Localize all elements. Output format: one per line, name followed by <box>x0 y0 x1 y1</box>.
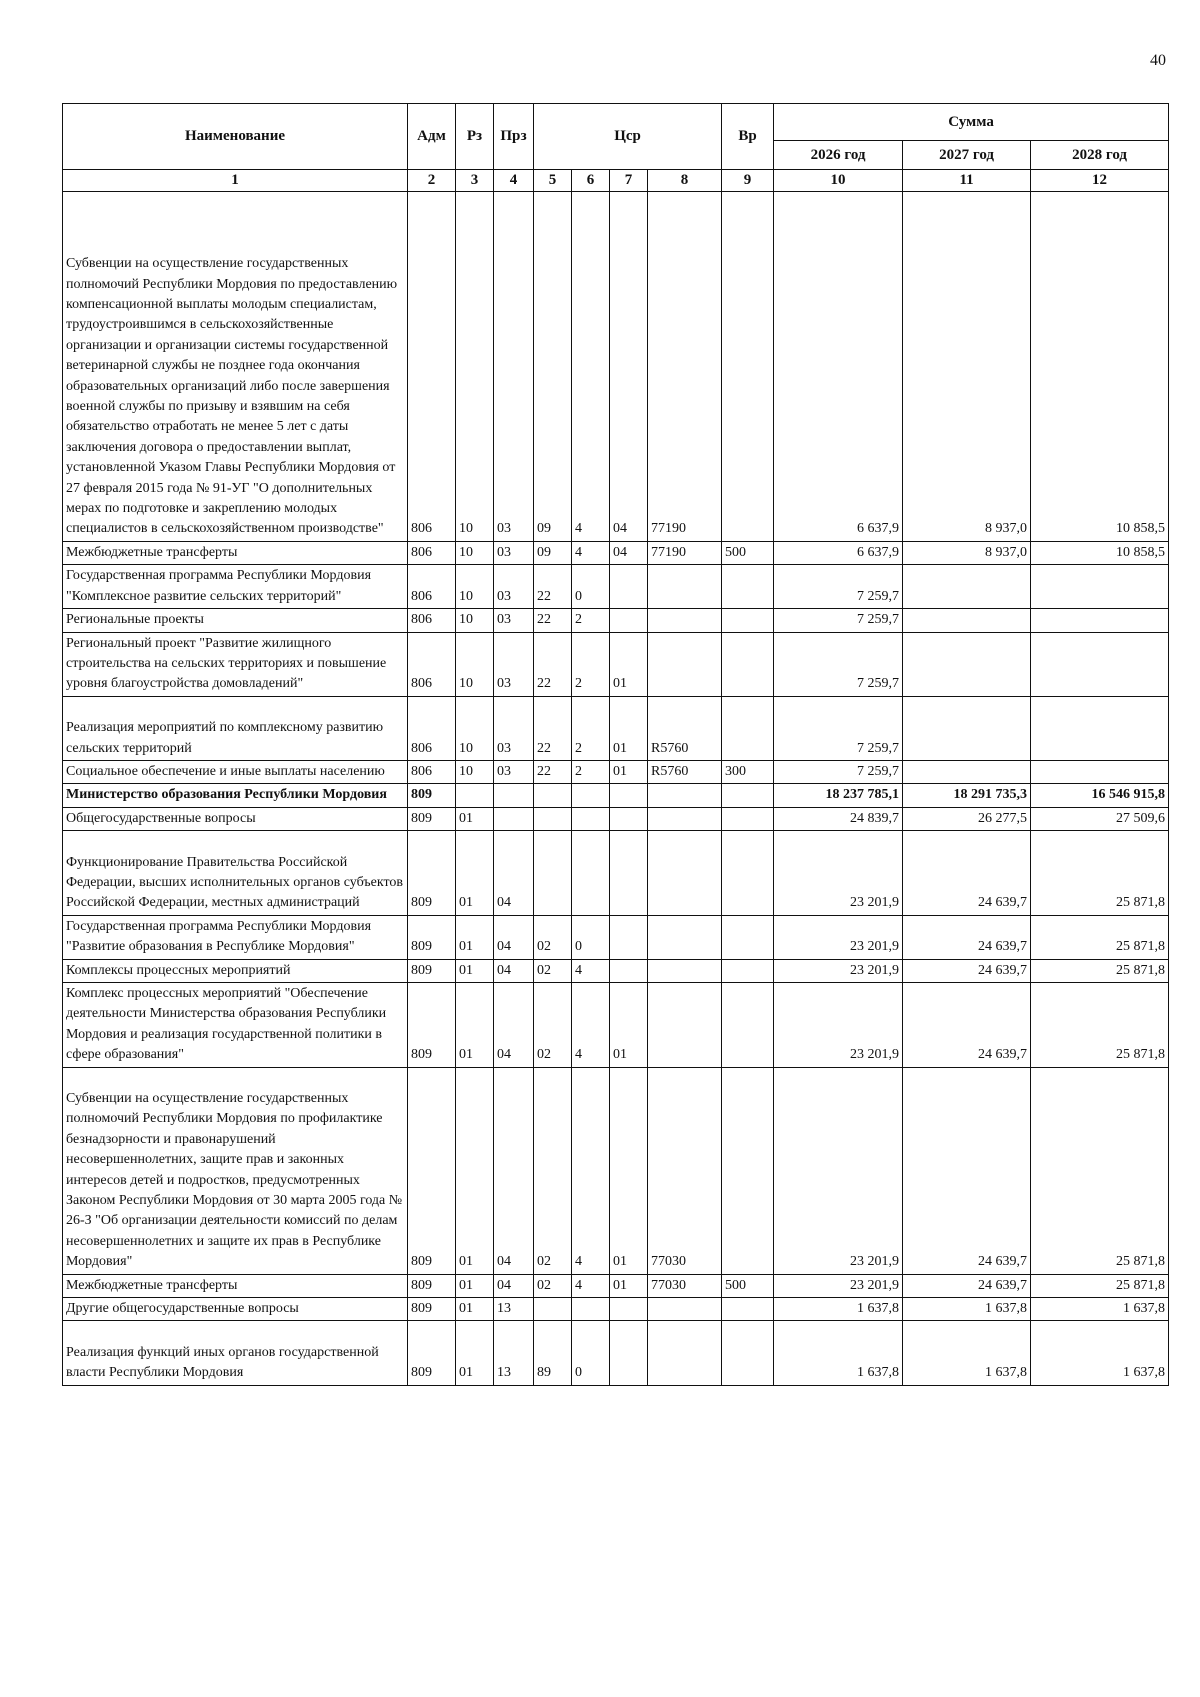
budget-table <box>62 103 1169 1386</box>
row-sum-2027: 24 639,7 <box>903 959 1031 982</box>
table-row <box>63 831 1169 916</box>
row-adm: 809 <box>408 915 456 959</box>
header-vr: Вр <box>722 104 774 170</box>
row-csr-code <box>648 807 722 830</box>
row-csr-part1: 09 <box>534 192 572 542</box>
row-vr: 300 <box>722 760 774 783</box>
row-csr-code: 77030 <box>648 1274 722 1297</box>
column-number: 3 <box>456 170 494 192</box>
header-csr: Цср <box>534 104 722 170</box>
row-prz <box>494 784 534 807</box>
row-sum-2028 <box>1031 760 1169 783</box>
table-row <box>63 1298 1169 1321</box>
row-prz: 03 <box>494 696 534 760</box>
table-row <box>63 982 1169 1067</box>
row-sum-2028 <box>1031 696 1169 760</box>
row-sum-2028: 25 871,8 <box>1031 915 1169 959</box>
row-sum-2026: 23 201,9 <box>774 1067 903 1274</box>
row-csr-part2: 2 <box>572 696 610 760</box>
row-csr-part1 <box>534 807 572 830</box>
row-rz: 10 <box>456 696 494 760</box>
row-prz: 03 <box>494 632 534 696</box>
row-sum-2026: 7 259,7 <box>774 565 903 609</box>
row-csr-part3 <box>610 565 648 609</box>
row-csr-code: 77030 <box>648 1067 722 1274</box>
column-number: 10 <box>774 170 903 192</box>
row-csr-code <box>648 831 722 916</box>
row-rz <box>456 784 494 807</box>
row-vr <box>722 696 774 760</box>
row-csr-code <box>648 915 722 959</box>
row-sum-2026: 23 201,9 <box>774 959 903 982</box>
row-vr <box>722 831 774 916</box>
row-csr-part3 <box>610 609 648 632</box>
row-sum-2027 <box>903 632 1031 696</box>
row-name: Государственная программа Республики Мордовия "Комплексное развитие сельских территорий" <box>63 565 408 609</box>
row-csr-part2: 0 <box>572 915 610 959</box>
row-rz: 10 <box>456 609 494 632</box>
row-rz: 10 <box>456 541 494 564</box>
row-csr-part3 <box>610 1321 648 1385</box>
row-csr-code <box>648 632 722 696</box>
table-row <box>63 784 1169 807</box>
row-rz: 01 <box>456 1298 494 1321</box>
table-row <box>63 609 1169 632</box>
row-csr-code <box>648 784 722 807</box>
row-name: Комплекс процессных мероприятий "Обеспечение деятельности Министерства образования Республики Мордовия и реализация государственной политики в сфере образования" <box>63 982 408 1067</box>
row-rz: 01 <box>456 1274 494 1297</box>
row-csr-part1: 02 <box>534 1274 572 1297</box>
row-csr-part1: 22 <box>534 632 572 696</box>
row-vr <box>722 192 774 542</box>
row-sum-2026: 7 259,7 <box>774 632 903 696</box>
row-sum-2027: 26 277,5 <box>903 807 1031 830</box>
column-number: 2 <box>408 170 456 192</box>
row-name: Региональные проекты <box>63 609 408 632</box>
table-row <box>63 192 1169 542</box>
row-rz: 01 <box>456 915 494 959</box>
row-sum-2027: 24 639,7 <box>903 1067 1031 1274</box>
row-prz: 13 <box>494 1298 534 1321</box>
row-csr-code <box>648 982 722 1067</box>
row-sum-2028: 25 871,8 <box>1031 959 1169 982</box>
row-name: Функционирование Правительства Российской Федерации, высших исполнительных органов субъектов Российской Федерации, местных администраций <box>63 831 408 916</box>
row-sum-2027: 24 639,7 <box>903 831 1031 916</box>
row-sum-2028: 1 637,8 <box>1031 1298 1169 1321</box>
column-number: 6 <box>572 170 610 192</box>
table-row <box>63 959 1169 982</box>
column-number: 7 <box>610 170 648 192</box>
row-sum-2027: 24 639,7 <box>903 915 1031 959</box>
row-adm: 806 <box>408 632 456 696</box>
row-csr-part3 <box>610 915 648 959</box>
row-vr <box>722 807 774 830</box>
column-number: 12 <box>1031 170 1169 192</box>
row-adm: 806 <box>408 760 456 783</box>
row-adm: 806 <box>408 696 456 760</box>
row-vr <box>722 1321 774 1385</box>
row-adm: 806 <box>408 609 456 632</box>
row-csr-part3: 01 <box>610 696 648 760</box>
row-sum-2028: 25 871,8 <box>1031 1067 1169 1274</box>
row-csr-part3 <box>610 784 648 807</box>
row-name: Комплексы процессных мероприятий <box>63 959 408 982</box>
table-row <box>63 1321 1169 1385</box>
row-vr <box>722 1298 774 1321</box>
row-sum-2027 <box>903 565 1031 609</box>
row-csr-part1: 02 <box>534 915 572 959</box>
row-name: Реализация мероприятий по комплексному развитию сельских территорий <box>63 696 408 760</box>
row-csr-part2: 4 <box>572 1067 610 1274</box>
row-csr-part3 <box>610 831 648 916</box>
row-sum-2027 <box>903 760 1031 783</box>
row-rz: 10 <box>456 192 494 542</box>
column-number: 9 <box>722 170 774 192</box>
column-number: 5 <box>534 170 572 192</box>
row-csr-part1: 22 <box>534 696 572 760</box>
row-csr-part3 <box>610 1298 648 1321</box>
row-rz: 01 <box>456 959 494 982</box>
header-year-2027: 2027 год <box>903 141 1031 170</box>
table-row <box>63 565 1169 609</box>
row-csr-part1: 22 <box>534 565 572 609</box>
row-rz: 01 <box>456 1067 494 1274</box>
row-adm: 806 <box>408 541 456 564</box>
row-sum-2026: 7 259,7 <box>774 609 903 632</box>
column-number-row <box>63 170 1169 192</box>
row-prz: 03 <box>494 609 534 632</box>
row-csr-part2: 2 <box>572 609 610 632</box>
column-number: 4 <box>494 170 534 192</box>
row-rz: 10 <box>456 632 494 696</box>
row-sum-2027: 24 639,7 <box>903 982 1031 1067</box>
row-csr-part3: 01 <box>610 1274 648 1297</box>
header-sum: Сумма <box>774 104 1169 141</box>
row-csr-code <box>648 1298 722 1321</box>
row-csr-part2 <box>572 784 610 807</box>
row-sum-2026: 1 637,8 <box>774 1321 903 1385</box>
row-csr-part2: 0 <box>572 565 610 609</box>
row-csr-code: R5760 <box>648 760 722 783</box>
row-vr <box>722 959 774 982</box>
row-sum-2026: 7 259,7 <box>774 760 903 783</box>
row-csr-code <box>648 959 722 982</box>
row-vr <box>722 632 774 696</box>
row-vr: 500 <box>722 541 774 564</box>
row-sum-2028 <box>1031 632 1169 696</box>
row-csr-part2: 0 <box>572 1321 610 1385</box>
row-csr-code <box>648 565 722 609</box>
row-csr-part1: 09 <box>534 541 572 564</box>
row-adm: 806 <box>408 192 456 542</box>
row-csr-part3: 01 <box>610 1067 648 1274</box>
row-prz <box>494 807 534 830</box>
row-name: Государственная программа Республики Мордовия "Развитие образования в Республике Мордовия" <box>63 915 408 959</box>
header-year-2026: 2026 год <box>774 141 903 170</box>
row-sum-2028: 16 546 915,8 <box>1031 784 1169 807</box>
row-vr <box>722 915 774 959</box>
row-csr-part1: 02 <box>534 982 572 1067</box>
row-sum-2026: 23 201,9 <box>774 831 903 916</box>
row-name: Общегосударственные вопросы <box>63 807 408 830</box>
row-sum-2028: 10 858,5 <box>1031 192 1169 542</box>
table-row <box>63 915 1169 959</box>
row-csr-part1: 22 <box>534 609 572 632</box>
row-sum-2027: 18 291 735,3 <box>903 784 1031 807</box>
row-sum-2028: 25 871,8 <box>1031 1274 1169 1297</box>
row-csr-part3: 04 <box>610 192 648 542</box>
row-prz: 04 <box>494 831 534 916</box>
row-sum-2027 <box>903 609 1031 632</box>
header-prz: Прз <box>494 104 534 170</box>
row-name: Реализация функций иных органов государственной власти Республики Мордовия <box>63 1321 408 1385</box>
table-row <box>63 696 1169 760</box>
row-sum-2027 <box>903 696 1031 760</box>
row-sum-2028: 10 858,5 <box>1031 541 1169 564</box>
row-sum-2028: 27 509,6 <box>1031 807 1169 830</box>
table-body <box>63 192 1169 1386</box>
row-csr-part3: 01 <box>610 632 648 696</box>
row-vr: 500 <box>722 1274 774 1297</box>
row-adm: 809 <box>408 1274 456 1297</box>
column-number: 11 <box>903 170 1031 192</box>
row-csr-part2: 4 <box>572 959 610 982</box>
row-sum-2027: 8 937,0 <box>903 541 1031 564</box>
column-number: 1 <box>63 170 408 192</box>
row-sum-2026: 23 201,9 <box>774 1274 903 1297</box>
row-csr-part2: 2 <box>572 632 610 696</box>
row-csr-part2: 4 <box>572 541 610 564</box>
row-csr-part3 <box>610 807 648 830</box>
row-csr-part2: 4 <box>572 1274 610 1297</box>
row-rz: 01 <box>456 831 494 916</box>
table-row <box>63 1067 1169 1274</box>
row-adm: 809 <box>408 959 456 982</box>
row-csr-part2 <box>572 831 610 916</box>
row-rz: 01 <box>456 807 494 830</box>
table-header <box>63 104 1169 192</box>
row-sum-2027: 24 639,7 <box>903 1274 1031 1297</box>
row-sum-2026: 23 201,9 <box>774 915 903 959</box>
row-vr <box>722 784 774 807</box>
header-adm: Адм <box>408 104 456 170</box>
row-csr-part2 <box>572 807 610 830</box>
row-sum-2026: 23 201,9 <box>774 982 903 1067</box>
row-vr <box>722 1067 774 1274</box>
row-sum-2028: 1 637,8 <box>1031 1321 1169 1385</box>
header-year-2028: 2028 год <box>1031 141 1169 170</box>
row-vr <box>722 982 774 1067</box>
row-sum-2028: 25 871,8 <box>1031 982 1169 1067</box>
row-name: Другие общегосударственные вопросы <box>63 1298 408 1321</box>
row-sum-2026: 6 637,9 <box>774 541 903 564</box>
row-prz: 03 <box>494 565 534 609</box>
row-name: Социальное обеспечение и иные выплаты населению <box>63 760 408 783</box>
row-name: Межбюджетные трансферты <box>63 541 408 564</box>
row-prz: 03 <box>494 541 534 564</box>
row-rz: 10 <box>456 565 494 609</box>
table-row <box>63 760 1169 783</box>
row-sum-2027: 1 637,8 <box>903 1321 1031 1385</box>
row-csr-code <box>648 1321 722 1385</box>
row-name: Субвенции на осуществление государственных полномочий Республики Мордовия по предоставлению компенсационной выплаты молодым специалистам, трудоустроившимся в сельскохозяйственные организации и организации системы государственной ветеринарной службы не позднее года окончания образовательных организаций либо после завершения военной службы по призыву и взявшим на себя обязательство отработать не менее 5 лет с даты заключения договора о предоставлении выплат, установленной Указом Главы Республики Мордовия от 27 февраля 2015 года № 91-УГ "О дополнительных мерах по подготовке и закреплению молодых специалистов в сельскохозяйственном производстве" <box>63 192 408 542</box>
page-number: 40 <box>1150 52 1166 69</box>
row-adm: 809 <box>408 1298 456 1321</box>
row-name: Межбюджетные трансферты <box>63 1274 408 1297</box>
table-row <box>63 541 1169 564</box>
row-sum-2028: 25 871,8 <box>1031 831 1169 916</box>
row-prz: 04 <box>494 959 534 982</box>
row-name: Субвенции на осуществление государственных полномочий Республики Мордовия по профилактике безнадзорности и правонарушений несовершеннолетних, защите прав и законных интересов детей и подростков, предусмотренных Законом Республики Мордовия от 30 марта 2005 года № 26-З "Об организации деятельности комиссий по делам несовершеннолетних и защите их прав в Республике Мордовия" <box>63 1067 408 1274</box>
row-csr-part3: 01 <box>610 760 648 783</box>
row-csr-code: 77190 <box>648 192 722 542</box>
row-sum-2027: 1 637,8 <box>903 1298 1031 1321</box>
row-adm: 809 <box>408 982 456 1067</box>
table-row <box>63 807 1169 830</box>
row-prz: 04 <box>494 915 534 959</box>
row-adm: 809 <box>408 784 456 807</box>
row-csr-part3: 04 <box>610 541 648 564</box>
row-csr-part2: 2 <box>572 760 610 783</box>
row-sum-2026: 18 237 785,1 <box>774 784 903 807</box>
row-sum-2028 <box>1031 565 1169 609</box>
row-csr-part3: 01 <box>610 982 648 1067</box>
row-csr-part1: 02 <box>534 1067 572 1274</box>
row-adm: 809 <box>408 831 456 916</box>
row-prz: 04 <box>494 982 534 1067</box>
row-csr-part3 <box>610 959 648 982</box>
row-csr-code: R5760 <box>648 696 722 760</box>
row-adm: 809 <box>408 1067 456 1274</box>
row-rz: 01 <box>456 1321 494 1385</box>
row-name: Региональный проект "Развитие жилищного строительства на сельских территориях и повышение уровня благоустройства домовладений" <box>63 632 408 696</box>
row-csr-part1 <box>534 784 572 807</box>
row-vr <box>722 609 774 632</box>
row-prz: 03 <box>494 760 534 783</box>
row-name: Министерство образования Республики Мордовия <box>63 784 408 807</box>
row-sum-2026: 6 637,9 <box>774 192 903 542</box>
row-csr-part2: 4 <box>572 982 610 1067</box>
row-prz: 04 <box>494 1067 534 1274</box>
row-sum-2026: 24 839,7 <box>774 807 903 830</box>
row-adm: 809 <box>408 807 456 830</box>
row-prz: 04 <box>494 1274 534 1297</box>
table-row <box>63 1274 1169 1297</box>
row-sum-2028 <box>1031 609 1169 632</box>
row-vr <box>722 565 774 609</box>
row-csr-part1: 02 <box>534 959 572 982</box>
row-sum-2027: 8 937,0 <box>903 192 1031 542</box>
row-csr-part2: 4 <box>572 192 610 542</box>
row-rz: 01 <box>456 982 494 1067</box>
row-prz: 03 <box>494 192 534 542</box>
row-csr-part1 <box>534 1298 572 1321</box>
row-csr-code <box>648 609 722 632</box>
row-sum-2026: 1 637,8 <box>774 1298 903 1321</box>
row-adm: 806 <box>408 565 456 609</box>
row-csr-part2 <box>572 1298 610 1321</box>
row-adm: 809 <box>408 1321 456 1385</box>
row-rz: 10 <box>456 760 494 783</box>
row-csr-part1 <box>534 831 572 916</box>
row-prz: 13 <box>494 1321 534 1385</box>
header-rz: Рз <box>456 104 494 170</box>
table-row <box>63 632 1169 696</box>
column-number: 8 <box>648 170 722 192</box>
row-csr-part1: 22 <box>534 760 572 783</box>
row-csr-part1: 89 <box>534 1321 572 1385</box>
row-csr-code: 77190 <box>648 541 722 564</box>
row-sum-2026: 7 259,7 <box>774 696 903 760</box>
header-name: Наименование <box>63 104 408 170</box>
